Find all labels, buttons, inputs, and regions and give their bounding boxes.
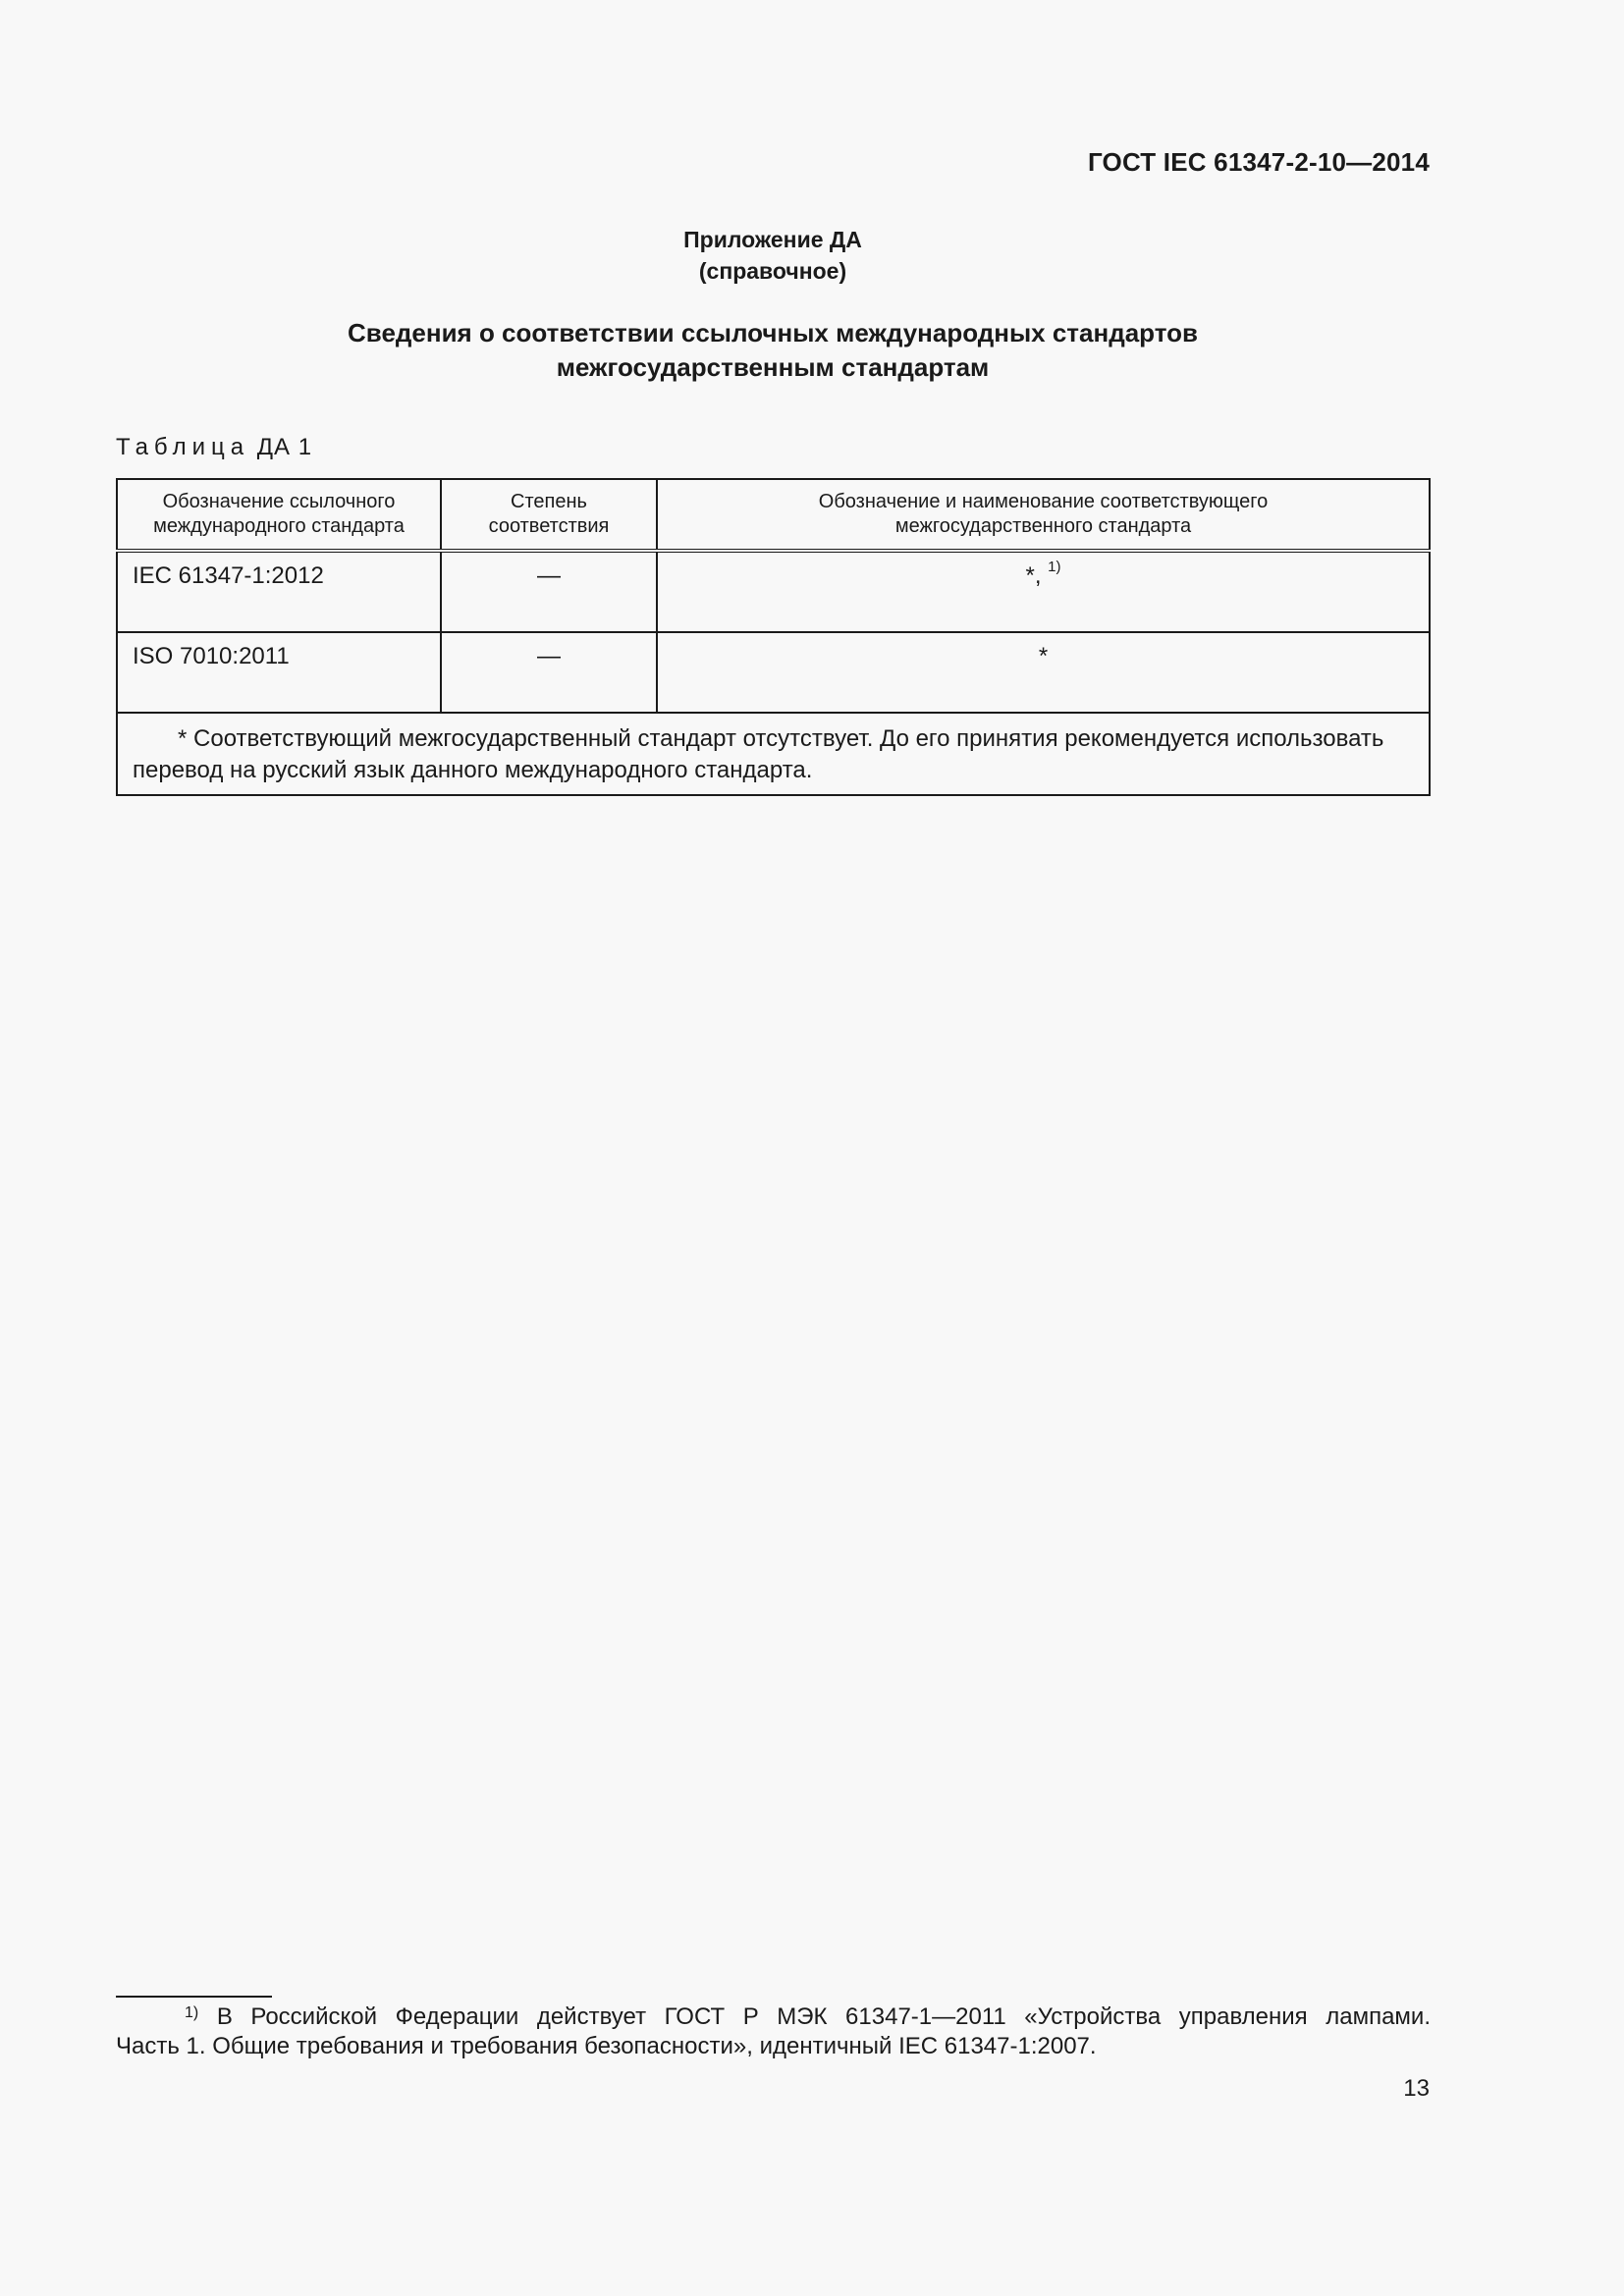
column-header-interstate-standard: [657, 479, 1430, 551]
table-label-number: ДА 1: [256, 434, 313, 460]
cell-standard: ISO 7010:2011: [117, 632, 441, 713]
cell-equivalent: [657, 551, 1430, 632]
column-header-line: Степень: [511, 491, 587, 512]
column-header-line: международного стандарта: [153, 515, 405, 537]
correspondence-table: [116, 478, 1431, 796]
cell-equivalent: [657, 632, 1430, 713]
footnote: [116, 2002, 1431, 2061]
table-row: [117, 632, 1430, 713]
column-header-reference-standard: [117, 479, 441, 551]
table-label: [116, 434, 312, 461]
table-label-word: Таблица: [116, 434, 250, 460]
table-row: [117, 551, 1430, 632]
equivalent-value: *,: [1025, 562, 1042, 589]
column-header-line: соответствия: [488, 515, 610, 537]
footnote-line1: [116, 2002, 1431, 2032]
footnote-reference[interactable]: 1): [1048, 559, 1061, 575]
cell-degree: —: [441, 632, 657, 713]
column-header-line: Обозначение и наименование соответствующего: [818, 491, 1269, 512]
column-header-line: межгосударственного стандарта: [894, 515, 1192, 537]
footnote-line1-text: В Российской Федерации действует ГОСТ Р МЭК 61347-1—2011 «Устройства управления лампами.: [216, 2003, 1432, 2030]
cell-degree: —: [441, 551, 657, 632]
section-heading: [0, 316, 1545, 385]
table-note: [117, 713, 1430, 795]
section-heading-line2: межгосударственным стандартам: [556, 352, 990, 382]
cell-standard: IEC 61347-1:2012: [117, 551, 441, 632]
table-note-text: * Соответствующий межгосударственный стандарт отсутствует. До его принятия рекомендуется использовать перевод на русский язык данного международного стандарта.: [133, 725, 1384, 783]
column-header-degree: [441, 479, 657, 551]
appendix-block: [0, 224, 1545, 287]
footnote-line2: Часть 1. Общие требования и требования безопасности», идентичный IEC 61347-1:2007.: [116, 2033, 1097, 2059]
footnote-mark: 1): [185, 2004, 199, 2021]
document-code: ГОСТ IEC 61347-2-10—2014: [1087, 147, 1430, 177]
page-number: 13: [1403, 2075, 1430, 2102]
section-heading-line1: Сведения о соответствии ссылочных международных стандартов: [348, 318, 1198, 347]
footnote-separator: [116, 1996, 272, 1998]
table-header-row: [117, 479, 1430, 551]
appendix-title: Приложение ДА: [683, 227, 862, 252]
appendix-subtitle: (справочное): [698, 258, 847, 284]
column-header-line: Обозначение ссылочного: [162, 491, 396, 512]
equivalent-value: *: [1038, 643, 1049, 669]
table-note-row: [117, 713, 1430, 795]
